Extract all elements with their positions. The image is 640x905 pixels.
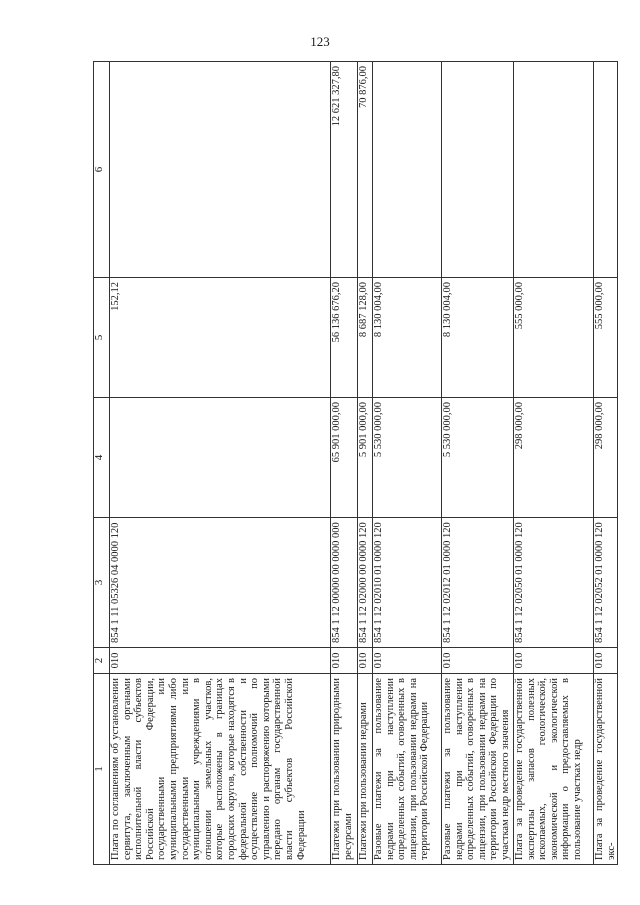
- row-value-col4: 5 901 000,00: [358, 398, 373, 518]
- row-value-col4: 298 000,00: [594, 398, 618, 518]
- row-value-col4: 5 530 000,00: [373, 398, 442, 518]
- table-row: [514, 62, 594, 865]
- table-row: [442, 62, 514, 865]
- row-code: 010: [110, 648, 331, 674]
- row-name: Разовые платежи за пользование недрами при наступлении определенных событий, оговоренных в лицензии, при пользовании недрами на территории Российской Федерации по участкам недр местного значения: [442, 674, 514, 865]
- column-header: 5: [94, 278, 110, 398]
- row-kbk: 854 1 12 02050 01 0000 120: [514, 518, 594, 648]
- row-value-col5: 56 136 676,20: [331, 278, 358, 398]
- row-code: 010: [514, 648, 594, 674]
- column-header: 4: [94, 398, 110, 518]
- row-kbk: 854 1 12 02000 00 0000 120: [358, 518, 373, 648]
- row-code: 010: [358, 648, 373, 674]
- row-code: 010: [331, 648, 358, 674]
- row-value-col5: 555 000,00: [594, 278, 618, 398]
- row-value-col6: [594, 62, 618, 278]
- row-value-col5: 152,12: [110, 278, 331, 398]
- header-row: [94, 62, 110, 865]
- page-number: 123: [310, 34, 330, 49]
- row-value-col5: 555 000,00: [514, 278, 594, 398]
- row-name: Плата за проведение государственной экс-: [594, 674, 618, 865]
- row-kbk: 854 1 11 05326 04 0000 120: [110, 518, 331, 648]
- row-value-col6: 12 621 327,80: [331, 62, 358, 278]
- row-kbk: 854 1 12 02052 01 0000 120: [594, 518, 618, 648]
- row-value-col5: 8 130 004,00: [442, 278, 514, 398]
- report-table: [93, 61, 618, 865]
- row-value-col4: [110, 398, 331, 518]
- row-code: 010: [442, 648, 514, 674]
- row-value-col4: 5 530 000,00: [442, 398, 514, 518]
- row-name: Платежи при пользовании природными ресурсами: [331, 674, 358, 865]
- row-value-col6: [373, 62, 442, 278]
- row-code: 010: [373, 648, 442, 674]
- rotated-table-container: [93, 62, 617, 865]
- table-row: [358, 62, 373, 865]
- table-row: [373, 62, 442, 865]
- row-value-col4: 65 901 000,00: [331, 398, 358, 518]
- row-kbk: 854 1 12 02010 01 0000 120: [373, 518, 442, 648]
- row-value-col4: 298 000,00: [514, 398, 594, 518]
- table-row: [110, 62, 331, 865]
- column-header: 1: [94, 674, 110, 865]
- row-value-col6: [514, 62, 594, 278]
- row-value-col5: 8 687 128,00: [358, 278, 373, 398]
- row-value-col6: [442, 62, 514, 278]
- row-value-col6: 70 876,00: [358, 62, 373, 278]
- column-header: 2: [94, 648, 110, 674]
- column-header: 3: [94, 518, 110, 648]
- row-code: 010: [594, 648, 618, 674]
- column-header: 6: [94, 62, 110, 278]
- table-row: [331, 62, 358, 865]
- table-row: [594, 62, 618, 865]
- row-name: Плата за проведение государственной экспертизы запасов полезных ископаемых, геологической, экономической и экологической информации о предоставляемых в пользование участках недр: [514, 674, 594, 865]
- row-value-col5: 8 130 004,00: [373, 278, 442, 398]
- row-name: Платежи при пользовании недрами: [358, 674, 373, 865]
- row-kbk: 854 1 12 02012 01 0000 120: [442, 518, 514, 648]
- row-value-col6: [110, 62, 331, 278]
- row-name: Плата по соглашениям об установлении сервитута, заключенным органами исполнительной власти субъектов Российской Федерации, государственными или муниципальными предприятиями либо государственными или муниципальными учреждениями в отношении земельных участков, которые расположены в границах городских округов, которые находятся в федеральной собственности и осуществление полномочий по управлению и распоряжению которыми передано органам государственной власти субъектов Российской Федерации: [110, 674, 331, 865]
- row-name: Разовые платежи за пользование недрами при наступлении определенных событий, оговоренных в лицензии, при пользовании недрами на территории Российской Федерации: [373, 674, 442, 865]
- row-kbk: 854 1 12 00000 00 0000 000: [331, 518, 358, 648]
